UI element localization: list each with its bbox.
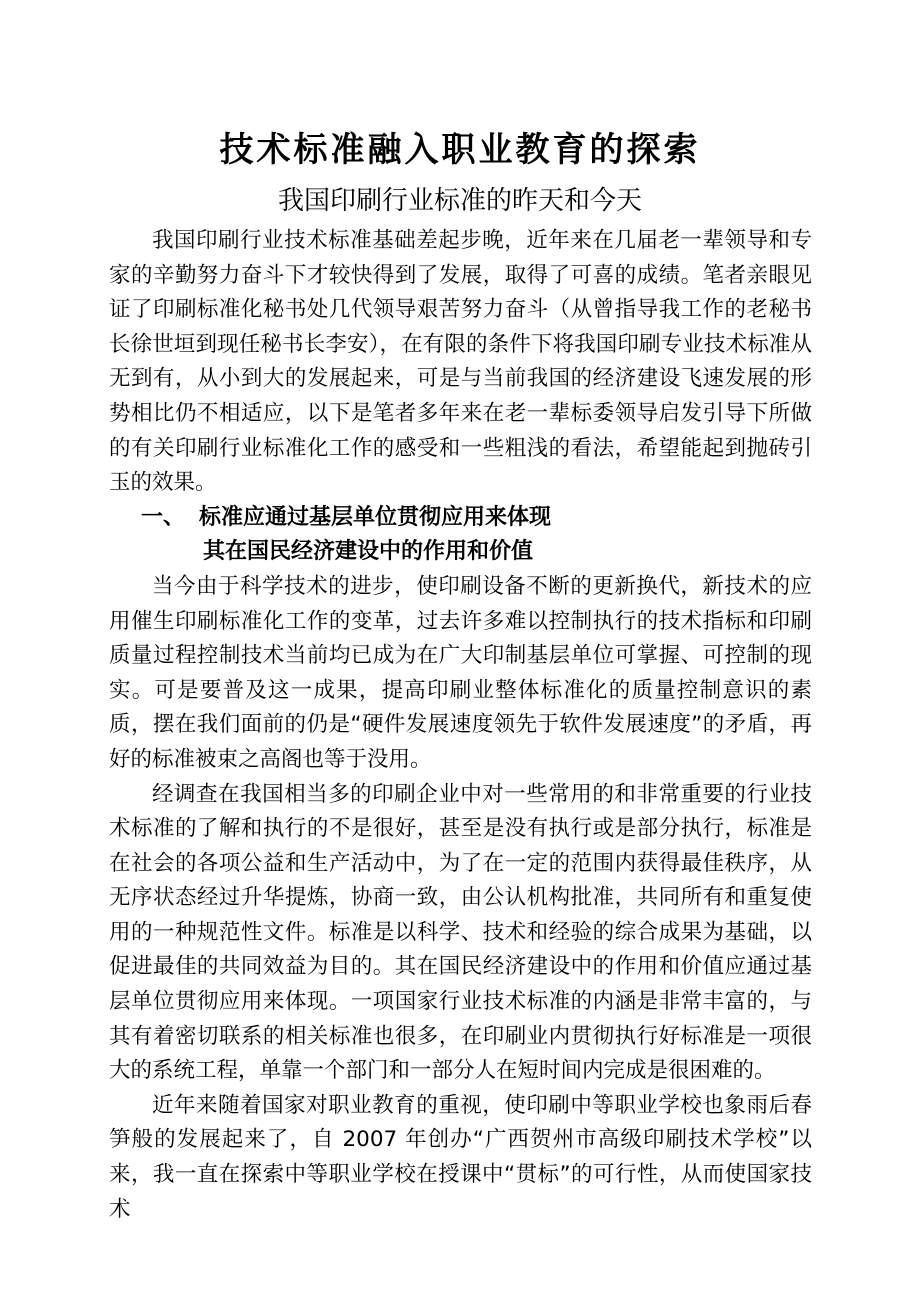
section-heading (109, 501, 812, 536)
paragraph-intro: 我国印刷行业技术标准基础差起步晚，近年来在几届老一辈领导和专家的辛勤努力奋斗下才较快得到了发展，取得了可喜的成绩。笔者亲眼见证了印刷标准化秘书处几代领导艰苦努力奋斗（从曾指导我工作的老秘书长徐世垣到现任秘书长李安），在有限的条件下将我国印刷专业技术标准从无到有，从小到大的发展起来，可是与当前我国的经济建设飞速发展的形势相比仍不相适应，以下是笔者多年来在老一辈标委领导启发引导下所做的有关印刷行业标准化工作的感受和一些粗浅的看法，希望能起到抛砖引玉的效果。 (109, 228, 812, 496)
paragraph-technology: 当今由于科学技术的进步，使印刷设备不断的更新换代，新技术的应用催生印刷标准化工作的变革，过去许多难以控制执行的技术指标和印刷质量过程控制技术当前均已成为在广大印制基层单位可掌握、可控制的现实。可是要普及这一成果，提高印刷业整体标准化的质量控制意识的素质，摆在我们面前的仍是“硬件发展速度领先于软件发展速度”的矛盾，再好的标准被束之高阁也等于没用。 (109, 573, 812, 772)
document-body (109, 224, 812, 1227)
document-subtitle: 我国印刷行业标准的昨天和今天 (277, 186, 642, 216)
section-heading-line-1: 标准应通过基层单位贯彻应用来体现 (199, 504, 552, 530)
paragraph-survey: 经调查在我国相当多的印刷企业中对一些常用的和非常重要的行业技术标准的了解和执行的不是很好，甚至是没有执行或是部分执行，标准是在社会的各项公益和生产活动中，为了在一定的范围内获得最佳秩序，从无序状态经过升华提炼，协商一致，由公认机构批准，共同所有和重复使用的一种规范性文件。标准是以科学、技术和经验的综合成果为基础，以促进最佳的共同效益为目的。其在国民经济建设中的作用和价值应通过基层单位贯彻应用来体现。一项国家行业技术标准的内涵是非常丰富的，与其有着密切联系的相关标准也很多，在印刷业内贯彻执行好标准是一项很大的系统工程，单靠一个部门和一部分人在短时间内完成是很困难的。 (109, 781, 812, 1084)
section-heading-line-2: 其在国民经济建设中的作用和价值 (203, 539, 534, 565)
document-title: 技术标准融入职业教育的探索 (219, 130, 701, 170)
paragraph-vocational: 近年来随着国家对职业教育的重视，使印刷中等职业学校也象雨后春笋般的发展起来了，自 2007 年创办“广西贺州市高级印刷技术学校”以来，我一直在探索中等职业学校在授课中“贯标”的可行性，从而使国家技术 (109, 1092, 812, 1222)
section-number: 一、 (141, 504, 186, 530)
